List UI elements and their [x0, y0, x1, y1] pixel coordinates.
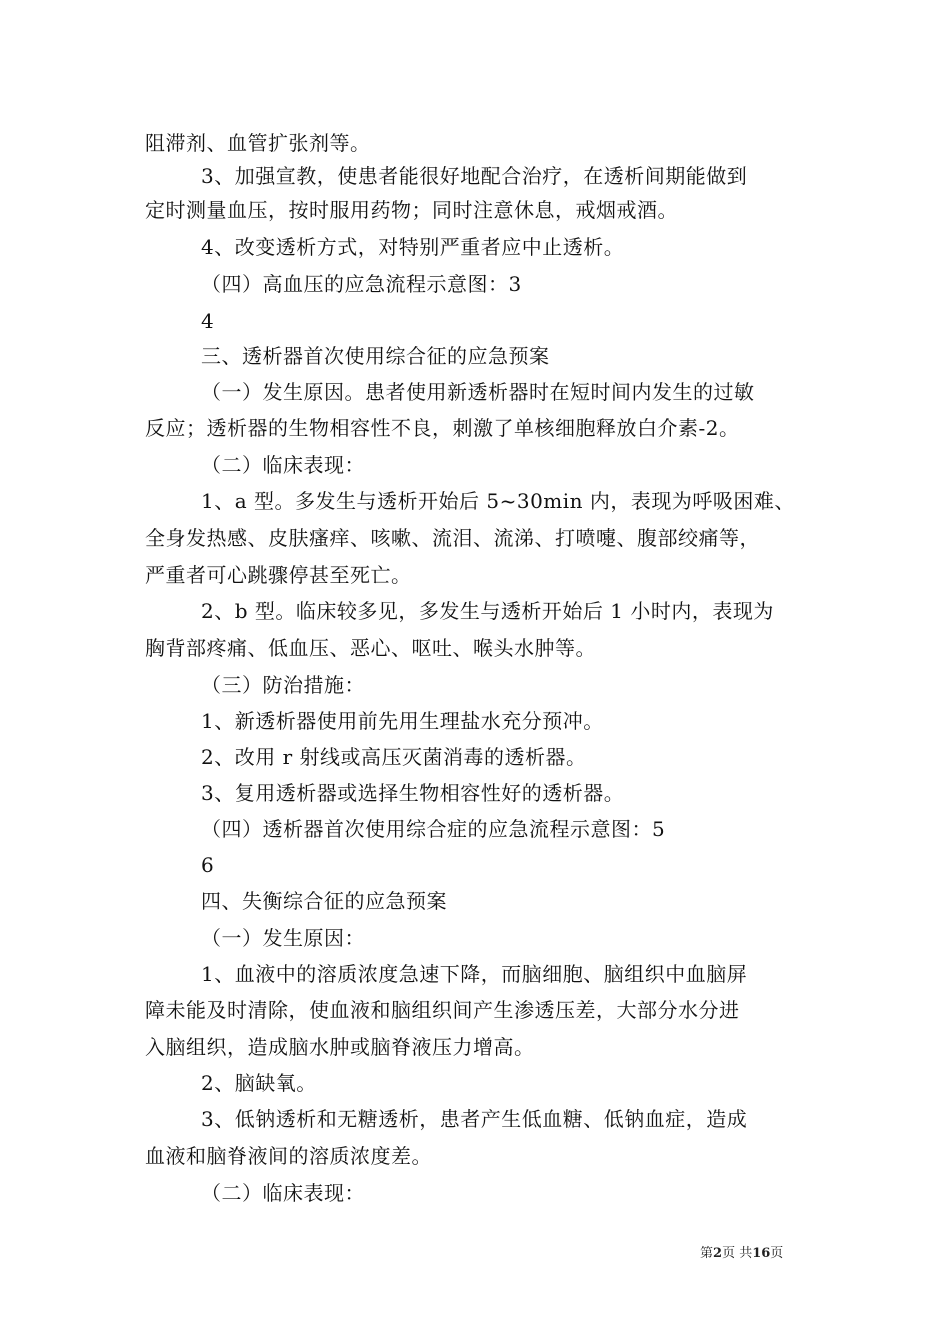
text-line: 3、加强宣教，使患者能很好地配合治疗，在透析间期能做到: [201, 164, 748, 188]
text-line: 全身发热感、皮肤瘙痒、咳嗽、流泪、流涕、打喷嚏、腹部绞痛等，: [145, 526, 760, 550]
text-line: 入脑组织，造成脑水肿或脑脊液压力增高。: [145, 1035, 535, 1059]
text-line: 严重者可心跳骤停甚至死亡。: [145, 563, 412, 587]
text-line: （一）发生原因：: [201, 926, 365, 950]
text-line: 阻滞剂、血管扩张剂等。: [145, 131, 371, 155]
text-line: （四）高血压的应急流程示意图：3: [201, 272, 522, 296]
text-line: 障未能及时清除，使血液和脑组织间产生渗透压差，大部分水分进: [145, 998, 740, 1022]
text-line: 反应；透析器的生物相容性不良，刺激了单核细胞释放白介素-2。: [145, 416, 740, 440]
text-line: 2、改用 r 射线或高压灭菌消毒的透析器。: [201, 745, 587, 769]
text-line: 4: [201, 309, 215, 333]
footer-suffix: 页: [770, 1246, 784, 1261]
text-line: 1、a 型。多发生与透析开始后 5~30min 内，表现为呼吸困难、: [201, 489, 795, 513]
text-line: 6: [201, 853, 215, 877]
text-line: （三）防治措施：: [201, 673, 365, 697]
text-line: （四）透析器首次使用综合症的应急流程示意图：5: [201, 817, 666, 841]
text-line: 3、复用透析器或选择生物相容性好的透析器。: [201, 781, 625, 805]
text-line: 3、低钠透析和无糖透析，患者产生低血糖、低钠血症，造成: [201, 1107, 748, 1131]
footer-middle: 页 共: [722, 1246, 753, 1261]
page-footer: [700, 1245, 810, 1263]
total-pages-number: 16: [752, 1246, 771, 1261]
text-line: 1、新透析器使用前先用生理盐水充分预冲。: [201, 709, 604, 733]
text-line: （一）发生原因。患者使用新透析器时在短时间内发生的过敏: [201, 380, 755, 404]
current-page-number: 2: [713, 1246, 723, 1261]
text-line: 四、失衡综合征的应急预案: [201, 889, 447, 913]
text-line: 胸背部疼痛、低血压、恶心、呕吐、喉头水肿等。: [145, 636, 596, 660]
text-line: （二）临床表现：: [201, 1181, 365, 1205]
text-line: 1、血液中的溶质浓度急速下降，而脑细胞、脑组织中血脑屏: [201, 962, 748, 986]
text-line: 2、b 型。临床较多见，多发生与透析开始后 1 小时内，表现为: [201, 599, 774, 623]
text-line: 2、脑缺氧。: [201, 1071, 317, 1095]
text-line: （二）临床表现：: [201, 453, 365, 477]
text-line: 三、透析器首次使用综合征的应急预案: [201, 344, 550, 368]
text-line: 血液和脑脊液间的溶质浓度差。: [145, 1144, 432, 1168]
text-line: 定时测量血压，按时服用药物；同时注意休息，戒烟戒酒。: [145, 198, 678, 222]
footer-prefix: 第: [700, 1246, 714, 1261]
text-line: 4、改变透析方式，对特别严重者应中止透析。: [201, 235, 625, 259]
